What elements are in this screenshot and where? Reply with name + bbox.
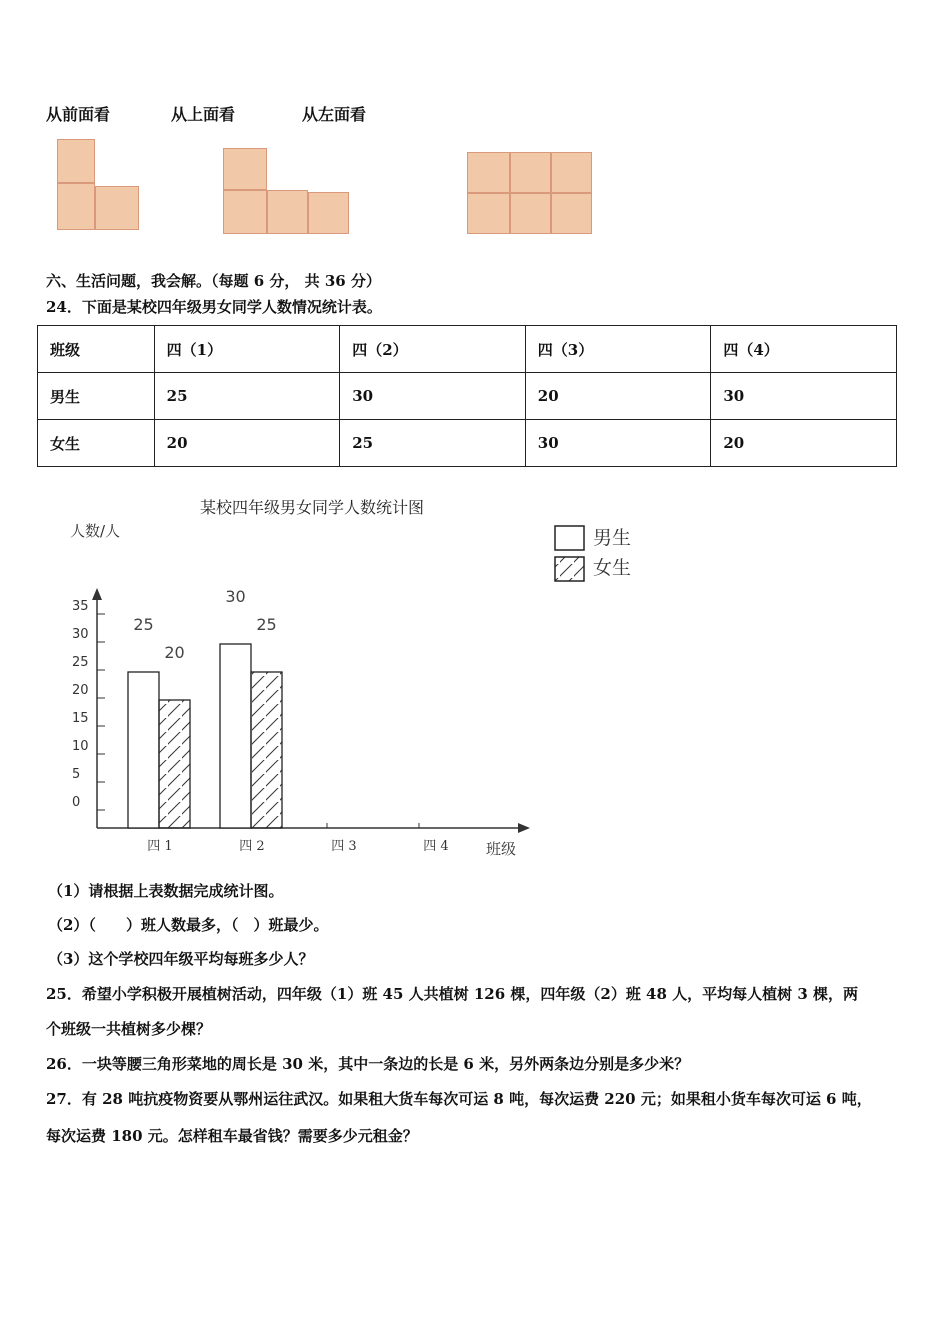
chart-xlabel: 班级 (486, 840, 517, 858)
view-label-left: 从左面看 (302, 105, 367, 124)
cube (95, 186, 139, 230)
table-cell: 25 (340, 420, 526, 467)
cube (510, 152, 551, 193)
cube (57, 139, 95, 183)
stats-table (37, 325, 897, 467)
table-cell: 20 (711, 420, 897, 467)
q24-sub2: （2）（ ）班人数最多，（ ）班最少。 (48, 916, 329, 934)
cube (223, 190, 267, 234)
x-axis-arrow (518, 823, 530, 833)
q27-line1: 27．有 28 吨抗疫物资要从鄂州运往武汉。如果租大货车每次可运 8 吨，每次运费 220 元；如果租小货车每次可运 6 吨， (46, 1090, 872, 1108)
y-tick-label: 30 (72, 627, 89, 642)
y-tick-label: 10 (72, 739, 89, 754)
y-tick-label: 35 (72, 599, 89, 614)
bar-value-label: 25 (256, 615, 277, 634)
chart-ylabel: 人数/人 (70, 522, 121, 540)
cube (223, 148, 267, 190)
cube (308, 192, 349, 234)
y-axis-arrow (92, 588, 102, 600)
q24-sub3: （3）这个学校四年级平均每班多少人？ (48, 950, 314, 968)
table-cell: 30 (525, 420, 711, 467)
table-cell: 女生 (38, 420, 155, 467)
q25-line2: 个班级一共植树多少棵？ (46, 1020, 212, 1038)
table-cell: 四（2） (340, 326, 526, 373)
table-cell: 男生 (38, 373, 155, 420)
q27-line2: 每次运费 180 元。怎样租车最省钱？需要多少元租金？ (46, 1127, 418, 1145)
table-cell: 30 (711, 373, 897, 420)
y-tick-label: 0 (72, 795, 81, 810)
cube (267, 190, 308, 234)
view-label-top: 从上面看 (171, 105, 236, 124)
legend-swatch-boys (555, 526, 584, 550)
legend-swatch-girls (555, 557, 584, 581)
table-cell: 四（4） (711, 326, 897, 373)
bar-value-label: 30 (225, 587, 246, 606)
bar-boys (220, 644, 251, 828)
chart-title: 某校四年级男女同学人数统计图 (199, 498, 425, 517)
legend-label-girls: 女生 (593, 557, 632, 579)
y-tick-label: 25 (72, 655, 89, 670)
q25-line1: 25．希望小学积极开展植树活动，四年级（1）班 45 人共植树 126 棵，四年级（2）班 48 人，平均每人植树 3 棵，两 (46, 985, 859, 1003)
bar-chart (0, 480, 950, 880)
table-row (38, 373, 897, 420)
bar-girls (251, 672, 282, 828)
bar-value-label: 25 (133, 615, 154, 634)
x-tick-label: 四 2 (239, 839, 265, 854)
q24-sub1: （1）请根据上表数据完成统计图。 (48, 882, 284, 900)
q24-title: 24．下面是某校四年级男女同学人数情况统计表。 (46, 298, 382, 316)
table-cell: 30 (340, 373, 526, 420)
cube (510, 193, 551, 234)
table-cell: 25 (154, 373, 340, 420)
table-row (38, 326, 897, 373)
x-tick-label: 四 1 (147, 839, 173, 854)
y-tick-label: 5 (72, 767, 81, 782)
cube (551, 152, 592, 193)
y-tick-label: 15 (72, 711, 89, 726)
table-row (38, 420, 897, 467)
x-tick-label: 四 4 (423, 839, 449, 854)
table-cell: 20 (154, 420, 340, 467)
cube (57, 183, 95, 230)
cube (467, 193, 510, 234)
cube (551, 193, 592, 234)
table-cell: 四（1） (154, 326, 340, 373)
y-tick-label: 20 (72, 683, 89, 698)
view-label-front: 从前面看 (46, 105, 111, 124)
x-tick-label: 四 3 (331, 839, 357, 854)
section-heading: 六、生活问题，我会解。（每题 6 分， 共 36 分） (46, 272, 381, 290)
bar-boys (128, 672, 159, 828)
cube (467, 152, 510, 193)
table-cell: 四（3） (525, 326, 711, 373)
table-cell: 20 (525, 373, 711, 420)
table-cell: 班级 (38, 326, 155, 373)
legend-label-boys: 男生 (593, 527, 632, 549)
bar-value-label: 20 (164, 643, 185, 662)
q26: 26．一块等腰三角形菜地的周长是 30 米，其中一条边的长是 6 米，另外两条边分别是多少米？ (46, 1055, 690, 1073)
bar-girls (159, 700, 190, 828)
